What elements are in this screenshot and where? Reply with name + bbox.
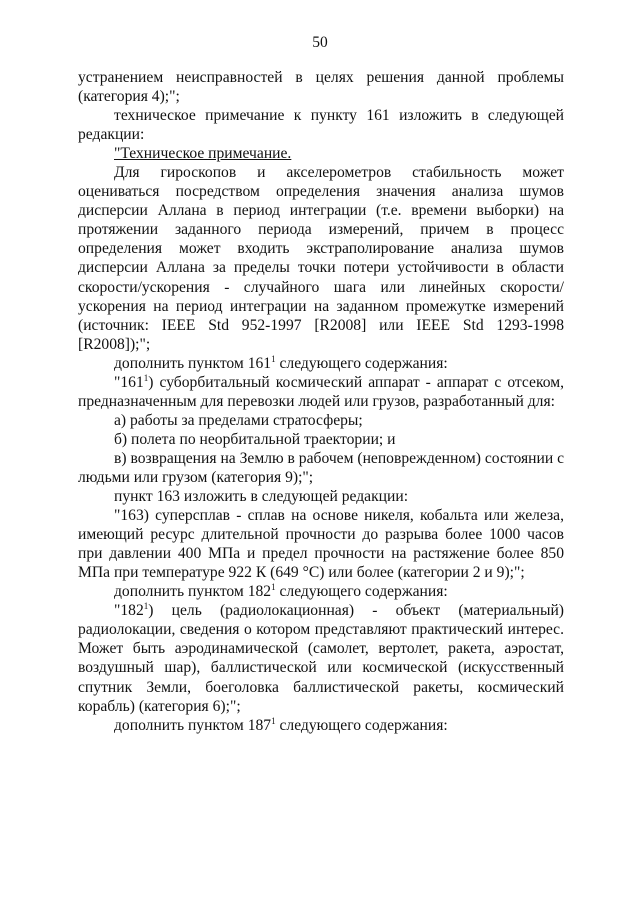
paragraph: Для гироскопов и акселерометров стабильность может оцениваться посредством определения значения анализа шумов дисперсии Аллана в период интеграции (т.е. времени выборки) на протяжении заданного периода измерений, причем в процесс определения может входить экстраполирование анализа шумов дисперсии Аллана за пределы точки потери устойчивости в области скорости/ускорения - случайного шага или линейных скорости/ускорения на период интеграции на заданном промежутке измерений (источник: IEEE Std 952-1997 [R2008] или IEEE Std 1293-1998 [R2008]);";: [78, 164, 564, 353]
list-item: б) полета по неорбитальной траектории; и: [114, 430, 396, 448]
paragraph: устранением неисправностей в целях решения данной проблемы (категория 4);";: [78, 69, 564, 106]
list-item: в) возвращения на Землю в рабочем (неповрежденном) состоянии с людьми или грузом (категория 9);";: [78, 449, 564, 486]
paragraph-text: следующего содержания:: [275, 583, 448, 601]
document-body: [78, 68, 564, 735]
superscript: 1: [143, 372, 149, 383]
page-number: 50: [312, 34, 328, 51]
paragraph: [78, 354, 564, 373]
paragraph-text: "182: [114, 602, 144, 620]
superscript: 1: [271, 353, 276, 364]
superscript: 1: [271, 715, 276, 726]
paragraph: [78, 716, 564, 735]
paragraph-text: следующего содержания:: [275, 716, 448, 734]
list-item: а) работы за пределами стратосферы;: [114, 411, 363, 429]
paragraph: техническое примечание к пункту 161 изложить в следующей редакции:: [78, 107, 564, 144]
paragraph: [78, 582, 564, 601]
paragraph-text: дополнить пунктом 187: [114, 716, 272, 734]
paragraph: [78, 601, 564, 715]
superscript: 1: [271, 582, 276, 593]
technical-note-heading-text: "Техническое примечание.: [114, 145, 292, 163]
paragraph-text: ) суборбитальный космический аппарат - аппарат с отсеком, предназначенным для перевозки людей или грузов, разработанный для:: [78, 373, 564, 410]
paragraph: [78, 373, 564, 411]
paragraph-text: дополнить пунктом 161: [114, 354, 272, 372]
paragraph-text: дополнить пунктом 182: [114, 583, 272, 601]
paragraph-text: "161: [114, 373, 144, 391]
paragraph: "163) суперсплав - сплав на основе никеля, кобальта или железа, имеющий ресурс длительной прочности до разрыва более 1000 часов при давлении 400 МПа и предел прочности на растяжение более 850 МПа при температуре 922 К (649 °С) или более (категории 2 и 9);";: [78, 507, 564, 582]
paragraph: пункт 163 изложить в следующей редакции:: [114, 488, 409, 506]
technical-note-heading: [78, 144, 564, 163]
paragraph-text: следующего содержания:: [275, 354, 448, 372]
superscript: 1: [143, 601, 149, 612]
paragraph-text: ) цель (радиолокационная) - объект (материальный) радиолокации, сведения о котором представляют практический интерес. Может быть аэродинамической (самолет, вертолет, ракета, аэростат, воздушный шар), баллистической или космической (искусственный спутник Земли, боеголовка баллистической ракеты, космический корабль) (категория 6);";: [78, 602, 564, 715]
